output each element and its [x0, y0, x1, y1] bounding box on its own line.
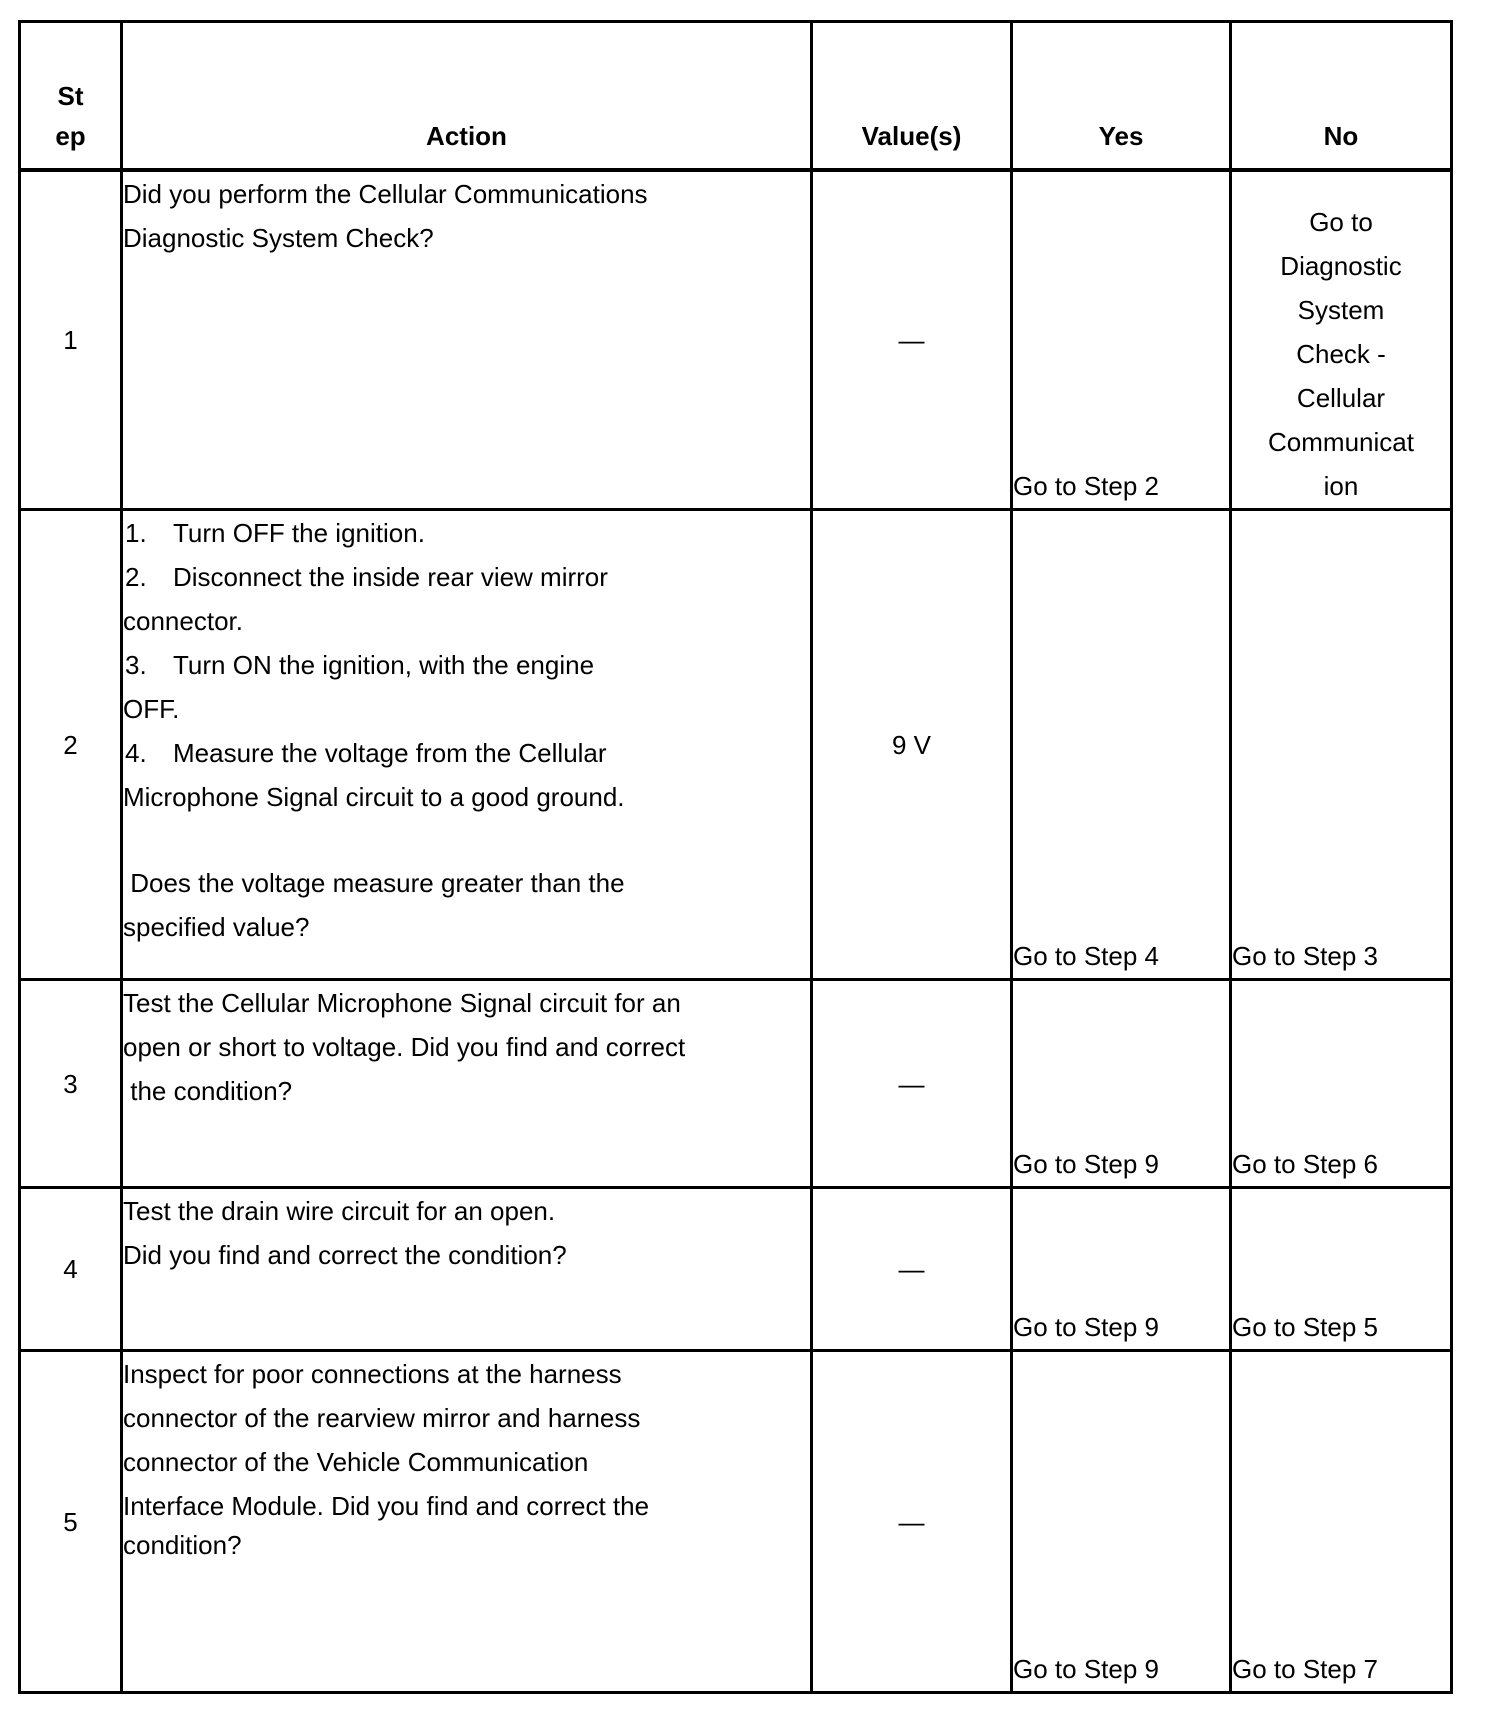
- value-text: —: [812, 1351, 1012, 1693]
- action-line: open or short to voltage. Did you find and correct: [123, 1032, 686, 1062]
- item-number: 1.: [125, 518, 147, 548]
- value-text: —: [812, 170, 1012, 510]
- action-line: Did you perform the Cellular Communications: [123, 178, 648, 209]
- yes-link: Go to Step 4: [1012, 510, 1231, 980]
- action-line: connector of the rearview mirror and harness: [123, 1403, 641, 1433]
- value-text: —: [812, 980, 1012, 1188]
- action-text: [122, 510, 812, 980]
- action-line: Diagnostic System Check?: [123, 222, 434, 253]
- action-line: connector of the Vehicle Communication: [123, 1447, 589, 1477]
- item-text: connector.: [123, 606, 243, 636]
- no-link: Go to Step 5: [1231, 1188, 1452, 1351]
- table-row: [20, 510, 1452, 980]
- action-item: [123, 511, 810, 555]
- no-link: Go to Step 6: [1231, 980, 1452, 1188]
- header-action: Action: [122, 22, 812, 170]
- no-line: Diagnostic: [1280, 251, 1402, 281]
- action-text: [122, 980, 812, 1188]
- header-row: [20, 22, 1452, 170]
- action-text: [122, 1351, 812, 1693]
- action-line: the condition?: [123, 1076, 293, 1106]
- diagnostic-table: [18, 20, 1453, 1694]
- yes-link: Go to Step 9: [1012, 980, 1231, 1188]
- action-text: [122, 170, 812, 510]
- no-link: Go to Step 7: [1231, 1351, 1452, 1693]
- action-item: [123, 555, 810, 599]
- action-line: Interface Module. Did you find and correct the: [123, 1491, 650, 1521]
- table-row: [20, 980, 1452, 1188]
- yes-link: Go to Step 2: [1012, 170, 1231, 510]
- question-line: Does the voltage measure greater than the: [123, 868, 625, 898]
- value-text: —: [812, 1188, 1012, 1351]
- item-text: Microphone Signal circuit to a good ground.: [123, 782, 625, 812]
- no-line: System: [1297, 295, 1385, 325]
- action-text: [122, 1188, 812, 1351]
- table-row: [20, 1351, 1452, 1693]
- action-line: Test the Cellular Microphone Signal circuit for an: [123, 988, 681, 1018]
- header-step-line1: St: [57, 80, 84, 111]
- item-text: Measure the voltage from the Cellular: [173, 738, 607, 768]
- no-line: Communicat: [1268, 427, 1414, 457]
- item-text: OFF.: [123, 694, 180, 724]
- no-link: Go to Step 3: [1231, 510, 1452, 980]
- action-line: Inspect for poor connections at the harness: [123, 1359, 622, 1389]
- table-row: [20, 170, 1452, 510]
- action-item: [123, 643, 810, 687]
- item-text: Disconnect the inside rear view mirror: [173, 562, 608, 592]
- question-line: specified value?: [123, 912, 310, 942]
- yes-link: Go to Step 9: [1012, 1188, 1231, 1351]
- spacer: [123, 819, 810, 861]
- step-number: 1: [20, 170, 122, 510]
- header-no: No: [1231, 22, 1452, 170]
- no-line: ion: [1323, 471, 1359, 501]
- step-number: 4: [20, 1188, 122, 1351]
- step-number: 3: [20, 980, 122, 1188]
- header-step-line2: ep: [55, 120, 86, 151]
- no-link: [1231, 170, 1452, 510]
- no-line: Go to: [1309, 207, 1373, 237]
- yes-link: Go to Step 9: [1012, 1351, 1231, 1693]
- item-number: 2.: [125, 562, 147, 592]
- header-values: Value(s): [812, 22, 1012, 170]
- action-item: [123, 731, 810, 775]
- item-number: 3.: [125, 650, 147, 680]
- step-number: 2: [20, 510, 122, 980]
- item-text: Turn OFF the ignition.: [173, 518, 425, 548]
- header-step: [20, 22, 122, 170]
- no-line: Cellular: [1296, 383, 1386, 413]
- step-number: 5: [20, 1351, 122, 1693]
- item-text: Turn ON the ignition, with the engine: [173, 650, 595, 680]
- action-line: condition?: [123, 1530, 242, 1560]
- item-number: 4.: [125, 738, 147, 768]
- header-yes: Yes: [1012, 22, 1231, 170]
- value-text: 9 V: [812, 510, 1012, 980]
- action-line: Did you find and correct the condition?: [123, 1240, 567, 1270]
- action-line: Test the drain wire circuit for an open.: [123, 1196, 556, 1226]
- no-line: Check -: [1296, 339, 1386, 369]
- table-row: [20, 1188, 1452, 1351]
